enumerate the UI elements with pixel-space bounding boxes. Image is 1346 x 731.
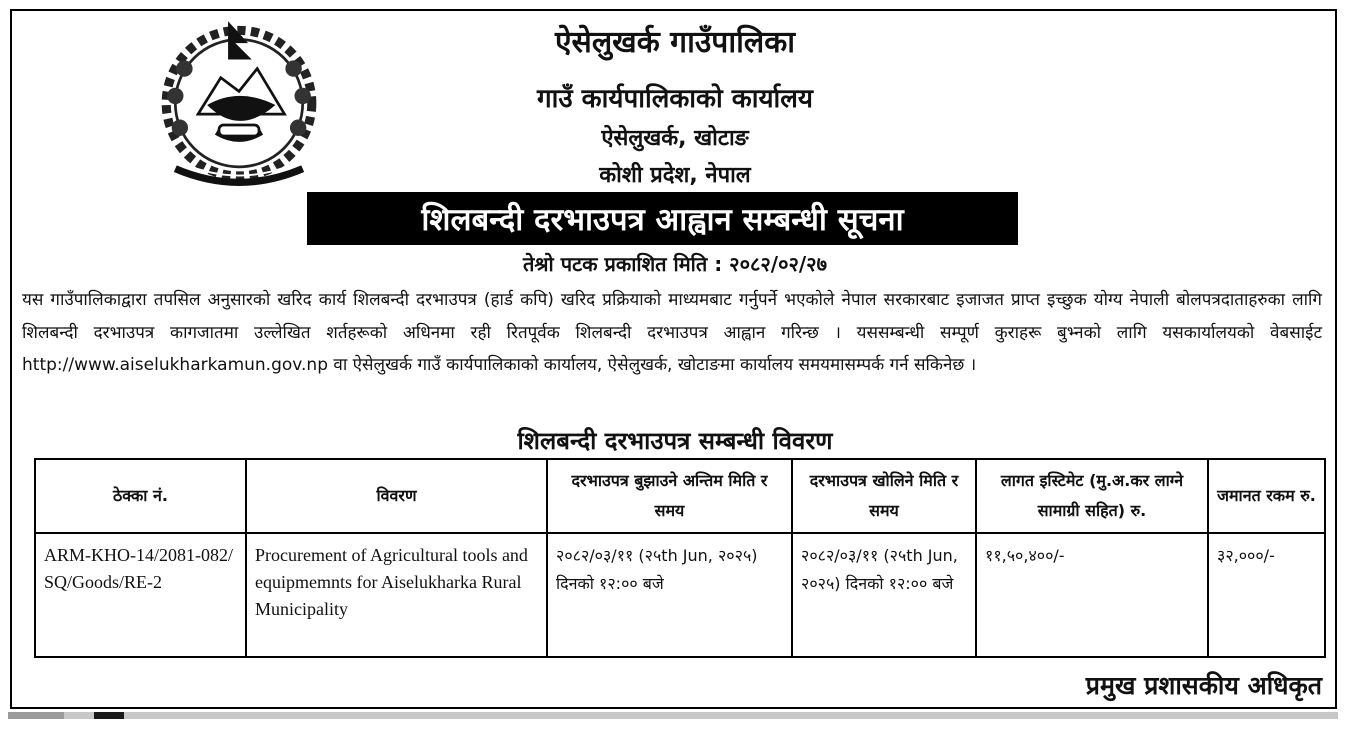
scrollbar-thumb[interactable] [94,712,124,719]
body-line: कार्यालय, ऐसेलुखर्क, खोटाङमा कार्यालय समयमासम्पर्क गर्न सकिनेछ । [543,355,977,375]
header-submission-deadline: दरभाउपत्र बुझाउने अन्तिम मिति र समय [547,459,792,533]
header-description: विवरण [246,459,547,533]
table-header-row [35,459,1325,533]
notice-title: शिलबन्दी दरभाउपत्र आह्वान सम्बन्धी सूचना [421,201,904,238]
horizontal-scrollbar[interactable] [8,712,1338,719]
header-cost-estimate: लागत इस्टिमेट (मु.अ.कर लाग्ने सामाग्री सहित) रु. [976,459,1208,533]
notice-title-banner [307,192,1018,245]
cell-opening-date: २०८२/०३/११ (२५th Jun, २०२५) दिनको १२:०० बजे [792,533,976,657]
body-line: प्राप्त इच्छुक योग्य नेपाली बोलपत्रदाताहरुका लागि शिलबन्दी दरभाउपत्र कागजातमा उल्लेखित शर्तहरूको अधिनमा रही रितपूर्वक शिलबन्दी दरभाउपत्र आह्वान [22,290,1323,343]
header-opening-date: दरभाउपत्र खोलिने मिति र समय [792,459,976,533]
cell-security-amount: ३२,०००/- [1208,533,1325,657]
published-date: तेश्रो पटक प्रकाशित मिति : २०८२/०२/२७ [523,252,827,276]
cell-submission-deadline: २०८२/०३/११ (२५th Jun, २०२५) दिनको १२:०० बजे [547,533,792,657]
cell-cost-estimate: ११,५०,४००/- [976,533,1208,657]
signatory-title: प्रमुख प्रशासकीय अधिकृत [1085,671,1322,700]
body-line: यस गाउँपालिकाद्वारा तपसिल अनुसारको खरिद कार्य शिलबन्दी दरभाउपत्र (हार्ड कपि) खरिद प्रक्रियाको माध्यमबाट गर्नुपर्ने भएकोले नेपाल सरकारबाट इजाजत [22,290,1004,310]
header-contract-no: ठेक्का नं. [35,459,246,533]
details-subheading: शिलबन्दी दरभाउपत्र सम्बन्धी विवरण [517,427,833,455]
notice-body [22,284,1322,382]
table-row [35,533,1325,657]
scrollbar-track-segment [8,712,64,719]
municipality-name: ऐसेलुखर्क गाउँपालिका [554,25,796,60]
cell-description: Procurement of Agricultural tools and equipmemnts for Aiselukharka Rural Municipality [246,533,547,657]
body-line: गरिन्छ । यससम्बन्धी सम्पूर्ण कुराहरू बुभ्नको लागि यसकार्यालयको वेबसाईट http://www.aiselukharkamun.gov.np वा ऐसेलुखर्क गाउँ कार्यपालिकाको [22,322,1323,375]
office-address: ऐसेलुखर्क, खोटाङ [601,126,749,151]
province-country: कोशी प्रदेश, नेपाल [599,163,751,188]
cell-contract-no: ARM-KHO-14/2081-082/ SQ/Goods/RE-2 [35,533,246,657]
office-name: गाउँ कार्यपालिकाको कार्यालय [537,84,813,114]
header-security-amount: जमानत रकम रु. [1208,459,1325,533]
tender-details-table [34,458,1326,658]
